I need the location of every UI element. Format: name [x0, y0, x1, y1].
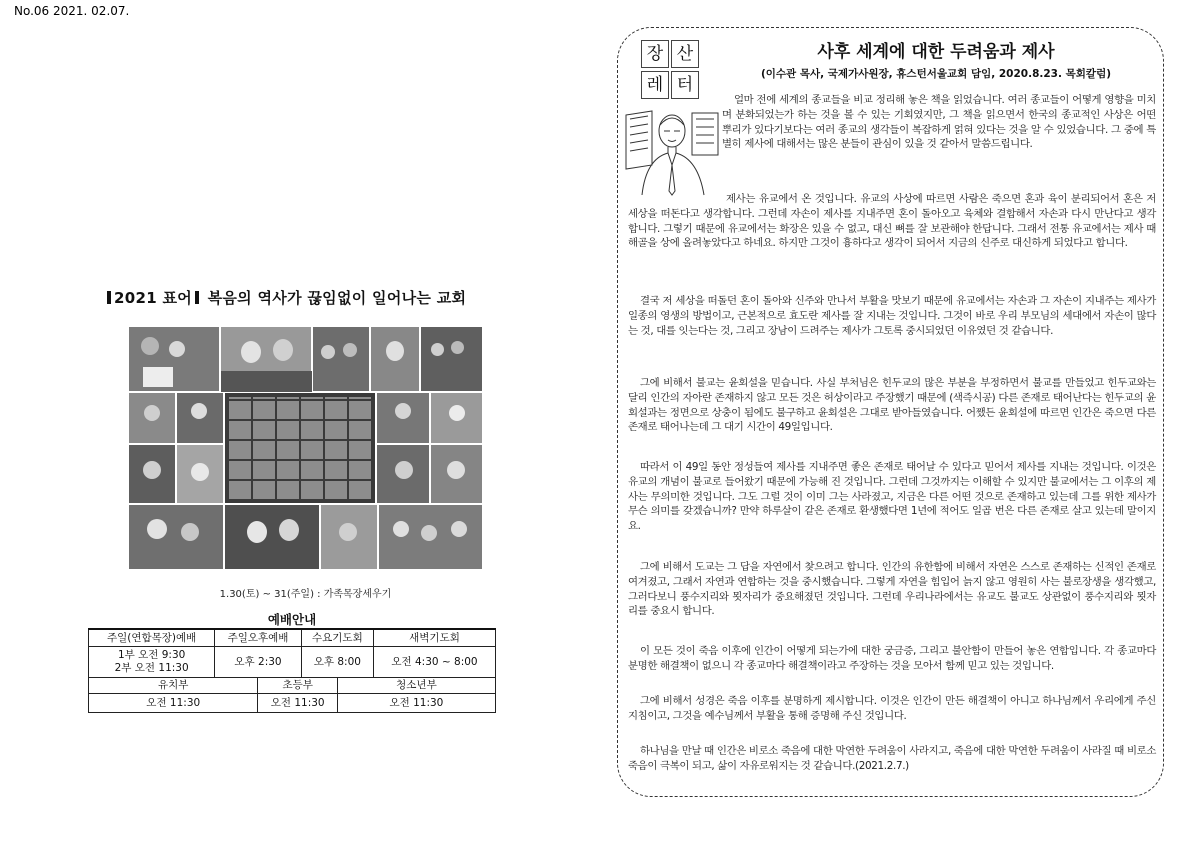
service-time-sunday: 1부 오전 9:30 2부 오전 11:30: [89, 647, 215, 678]
photo-tile: [420, 326, 483, 392]
logo-char: 레: [641, 71, 669, 99]
logo-char: 장: [641, 40, 669, 68]
letter-paragraph: 얼마 전에 세계의 종교들을 비교 정리해 놓은 책을 읽었습니다. 여러 종교들이 어떻게 영향을 미치며 분화되었는가 하는 것을 볼 수 있는 기회였지만, 그 책을 읽으면서 한국의 종교적인 사상은 어떤 뿌리가 있다기보다는 여러 종교의 생각들이 복잡하게 얽혀 있다는 것을 알 수 있었습니다. 그 중에 특별히 제사에 대해서는 많은 분들이 관심이 있을 것 같아서 말씀드립니다.: [722, 94, 1156, 151]
photo-tile: [128, 326, 220, 392]
service-header-wednesday: 수요기도회: [301, 629, 373, 647]
service-time-kindergarten: 오전 11:30: [89, 694, 258, 713]
service-time-sunday-afternoon: 오후 2:30: [215, 647, 301, 678]
letter-paragraph: 제사는 유교에서 온 것입니다. 유교의 사상에 따르면 사람은 죽으면 혼과 육이 분리되어서 혼은 저 세상을 떠돈다고 생각합니다. 그런데 자손이 제사를 지내주면 혼이 돌아오고 육체와 결합해서 자손과 다시 만난다고 생각합니다. 그렇기 때문에 유교에서는 화장은 있을 수 없고, 대신 뼈를 잘 보관해야 한답니다. 그래서 전통 유교에서는 제사 때 해골을 상에 올려놓았다고 하네요. 하지만 그것이 흉하다고 생각이 되어서 지금의 신주로 대신하게 되었다고 합니다.: [628, 193, 1156, 250]
letter-title: 사후 세계에 대한 두려움과 제사: [817, 42, 1055, 62]
service-header-sunday: 주일(연합목장)예배: [89, 629, 215, 647]
photo-tile: [224, 504, 320, 570]
motto-text: 복음의 역사가 끊임없이 일어나는 교회: [207, 289, 467, 307]
letter-paragraph: 결국 저 세상을 떠돌던 혼이 돌아와 신주와 만나서 부활을 맛보기 때문에 유교에서는 자손과 그 자손이 지내주는 제사가 일종의 영생의 방법이고, 근본적으로 효도란 제사를 잘 지내는 것입니다. 그것이 바로 우리 부모님의 세대에서 자손이 많다는 것, 대를 잇는다는 것, 그리고 장남이 드려주는 제사가 그토록 중시되었던 이유였던 것 같습니다.: [628, 295, 1156, 337]
motto-bar-left: [107, 291, 111, 304]
logo-char: 산: [671, 40, 699, 68]
letter-paragraph: 그에 비해서 불교는 윤회설을 믿습니다. 사실 부처님은 힌두교의 많은 부분을 부정하면서 불교를 만들었고 힌두교와는 달리 인간의 자아란 존재하지 않고 모든 것은 허상이라고 주장했기 때문에 (색즉시공) 다른 존재로 태어난다는 힌두교의 윤회설과는 정면으로 상충이 됨에도 불구하고 윤회설은 그대로 받아들였습니다. 어쨌든 윤회설에 따르면 인간은 죽으면 다른 존재로 태어나는데 그 대기 시간이 49일입니다.: [628, 377, 1156, 434]
service-header-kindergarten: 유치부: [89, 678, 258, 694]
letter-paragraph: 따라서 이 49일 동안 정성들여 제사를 지내주면 좋은 존재로 태어날 수 있다고 믿어서 제사를 지내는 것입니다. 이것은 유교의 개념이 불교로 들어왔기 때문에 가능해 진 것입니다. 그런데 그것까지는 이해할 수 있지만 불교에서는 그 이후의 제사는 무의미한 것입니다. 그도 그럴 것이 이미 그는 사라졌고, 지금은 다른 어떤 것으로 존재하고 있는데 그를 위한 제사가 무슨 의미를 갖겠습니까? 만약 하루살이 같은 존재로 환생했다면 1년에 적어도 일곱 번은 다른 존재로 살고 있는데 말이지요.: [628, 461, 1156, 533]
zoom-gallery-tile: [224, 392, 376, 504]
letter-paragraph: 이 모든 것이 죽음 이후에 인간이 어떻게 되는가에 대한 궁금증, 그리고 불안함이 만들어 놓은 연합입니다. 각 종교마다 분명한 해결책이 없으니 각 종교마다 해결책이라고 주장하는 것을 모아서 함께 믿고 있는 것입니다.: [628, 645, 1156, 672]
service-header-youth: 청소년부: [337, 678, 495, 694]
service-time-dawn: 오전 4:30 ~ 8:00: [374, 647, 496, 678]
logo-char: 터: [671, 71, 699, 99]
photo-tile: [176, 444, 224, 504]
motto-year: 2021 표어: [114, 289, 193, 307]
service-table-title: 예배안내: [89, 611, 496, 629]
service-time-elementary: 오전 11:30: [258, 694, 337, 713]
photo-tile: [378, 504, 483, 570]
photo-tile: [312, 326, 370, 392]
service-header-dawn: 새벽기도회: [374, 629, 496, 647]
service-header-elementary: 초등부: [258, 678, 337, 694]
letter-author-line: (이수관 목사, 국제가사원장, 휴스턴서울교회 담임, 2020.8.23. 목회칼럼): [760, 68, 1112, 80]
photo-tile: [128, 392, 176, 444]
photo-tile: [430, 444, 483, 504]
service-time-wednesday: 오후 8:00: [301, 647, 373, 678]
photo-tile: [176, 392, 224, 444]
church-motto: [104, 287, 466, 308]
letter-paragraph: 그에 비해서 성경은 죽음 이후를 분명하게 제시합니다. 이것은 인간이 만든 해결책이 아니고 하나님께서 우리에게 주신 지침이고, 그것을 예수님께서 부활을 통해 증명해 주신 것입니다.: [628, 695, 1156, 722]
pastor-portrait-sketch: [622, 105, 720, 197]
service-schedule-table: [88, 611, 496, 713]
photo-tile: [370, 326, 420, 392]
letter-paragraph: 하나님을 만날 때 인간은 비로소 죽음에 대한 막연한 두려움이 사라지고, 죽음에 대한 막연한 두려움이 사라질 때 비로소 죽음이 극복이 되고, 삶이 자유로워지는 것 같습니다.(2021.2.7.): [628, 745, 1156, 772]
photo-caption: 1.30(토) ~ 31(주일) : 가족목장세우기: [219, 589, 392, 600]
photo-tile: [376, 444, 430, 504]
photo-tile: [220, 326, 312, 392]
motto-bar-right: [195, 291, 199, 304]
photo-collage: [128, 326, 483, 570]
service-time-youth: 오전 11:30: [337, 694, 495, 713]
photo-tile: [128, 504, 224, 570]
letter-paragraph: 그에 비해서 도교는 그 답을 자연에서 찾으려고 합니다. 인간의 유한함에 비해서 자연은 스스로 존재하는 신적인 존재로 여겨졌고, 그래서 자연과 연합하는 것을 중시했습니다. 그렇게 자연을 힘입어 늙지 않고 영원히 사는 불로장생을 생각했고, 그러다보니 풍수지리와 묏자리가 중요해졌던 것입니다. 그런데 우리나라에서는 유교도 불교도 상관없이 풍수지리와 묏자리를 중요시 합니다.: [628, 561, 1156, 618]
photo-tile: [430, 392, 483, 444]
jangsan-letter-logo: [641, 40, 701, 102]
photo-tile: [376, 392, 430, 444]
photo-tile: [128, 444, 176, 504]
photo-tile: [320, 504, 378, 570]
issue-date: No.06 2021. 02.07.: [14, 4, 130, 18]
service-header-sunday-afternoon: 주일오후예배: [215, 629, 301, 647]
